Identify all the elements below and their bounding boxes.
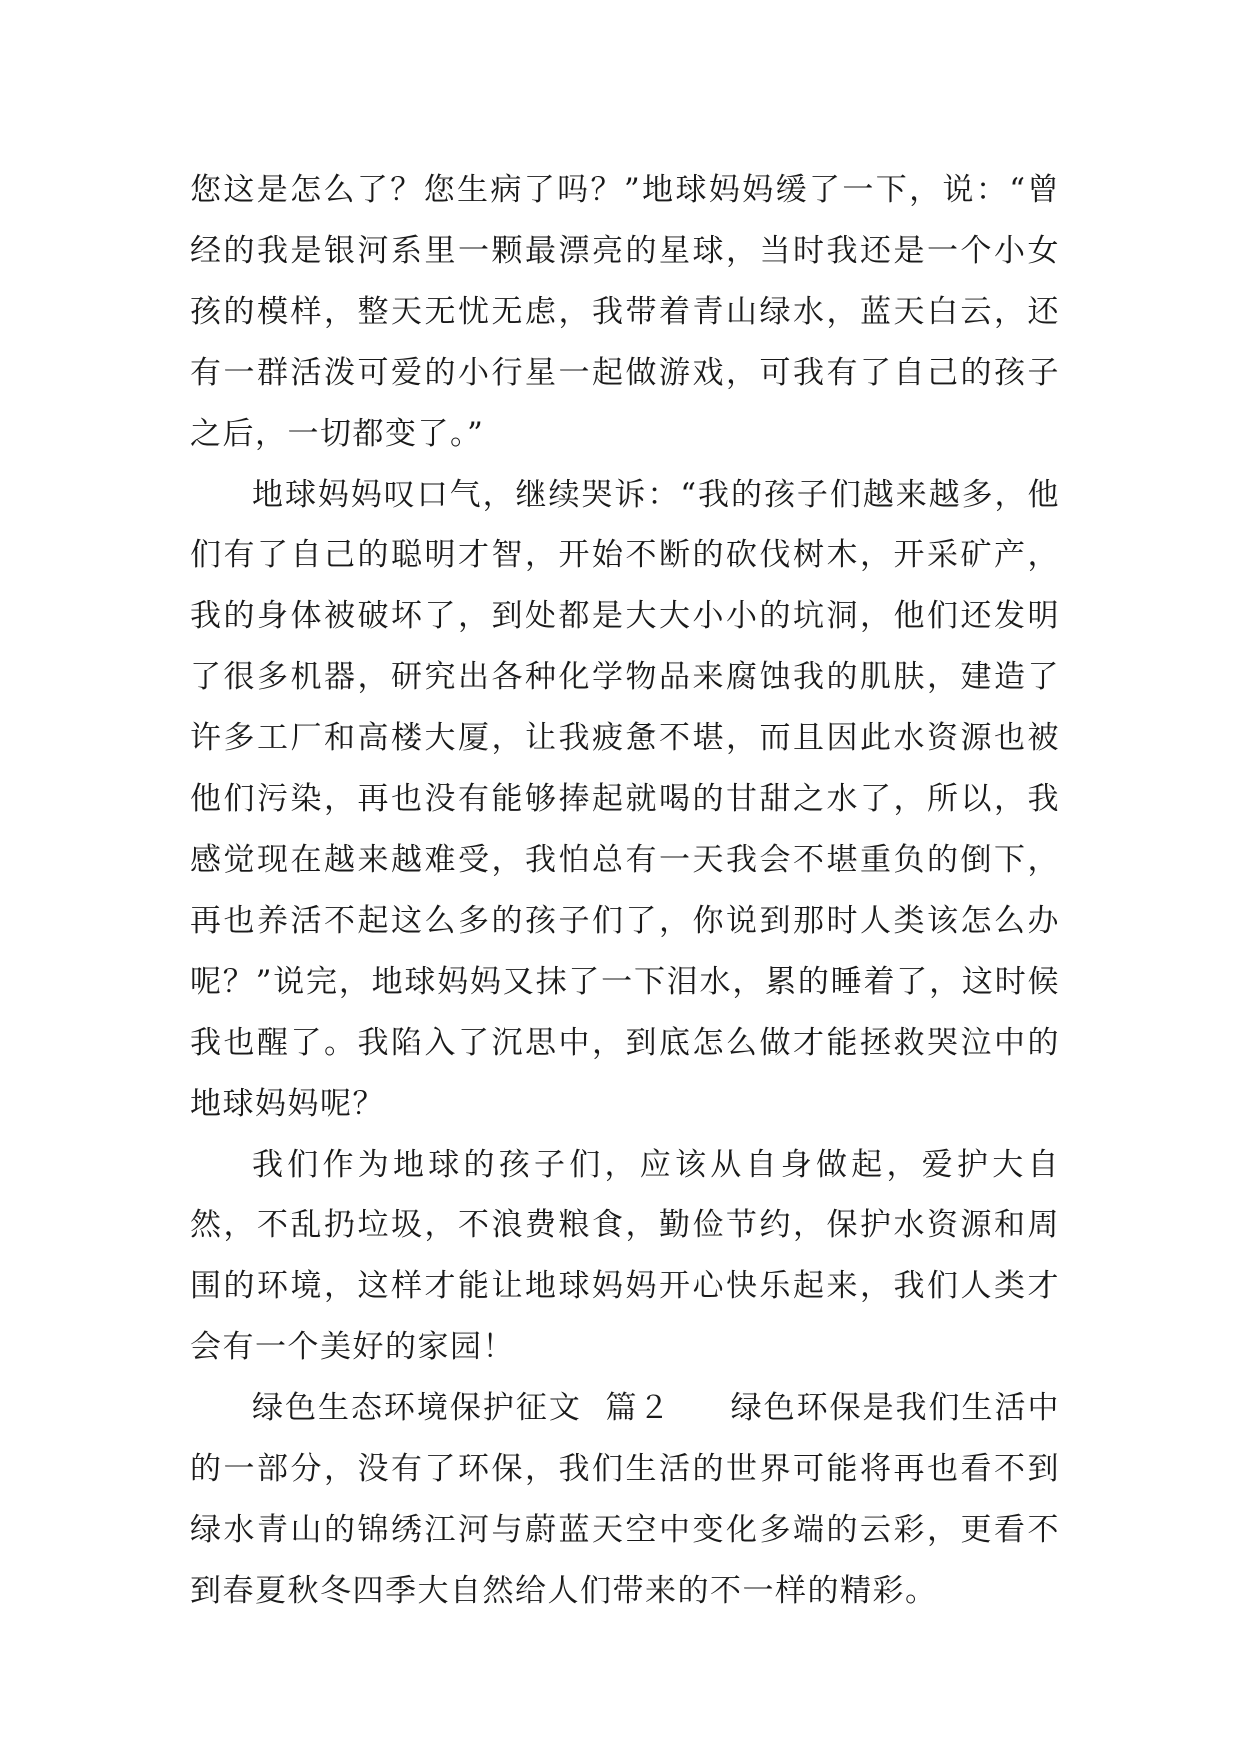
paragraph-protect-nature: 我们作为地球的孩子们，应该从自身做起，爱护大自然，不乱扔垃圾，不浪费粮食，勤俭节约，保护水资源和周围的环境，这样才能让地球妈妈开心快乐起来，我们人类才会有一个美好的家园！ bbox=[190, 1146, 1060, 1366]
paragraph-continuation: 您这是怎么了？您生病了吗？”地球妈妈缓了一下，说：“曾经的我是银河系里一颗最漂亮的星球，当时我还是一个小女孩的模样，整天无忧无虑，我带着青山绿水，蓝天白云，还有一群活泼可爱的小行星一起做游戏，可我有了自己的孩子之后，一切都变了。” bbox=[190, 172, 1060, 452]
paragraph-earth-complaint: 地球妈妈叹口气，继续哭诉：“我的孩子们越来越多，他们有了自己的聪明才智，开始不断的砍伐树木，开采矿产，我的身体被破坏了，到处都是大大小小的坑洞，他们还发明了很多机器，研究出各种化学物品来腐蚀我的肌肤，建造了许多工厂和高楼大厦，让我疲惫不堪，而且因此水资源也被他们污染，再也没有能够捧起就喝的甘甜之水了，所以，我感觉现在越来越难受，我怕总有一天我会不堪重负的倒下，再也养活不起这么多的孩子们了，你说到那时人类该怎么办呢？”说完，地球妈妈又抹了一下泪水，累的睡着了，这时候我也醒了。我陷入了沉思中，到底怎么做才能拯救哭泣中的地球妈妈呢？ bbox=[190, 476, 1060, 1122]
paragraph-essay-2: 绿色生态环境保护征文 篇２ 绿色环保是我们生活中的一部分，没有了环保，我们生活的世界可能将再也看不到绿水青山的锦绣江河与蔚蓝天空中变化多端的云彩，更看不到春夏秋冬四季大自然给人们带来的不一样的精彩。 bbox=[190, 1390, 1060, 1609]
body-text bbox=[190, 160, 1060, 1622]
